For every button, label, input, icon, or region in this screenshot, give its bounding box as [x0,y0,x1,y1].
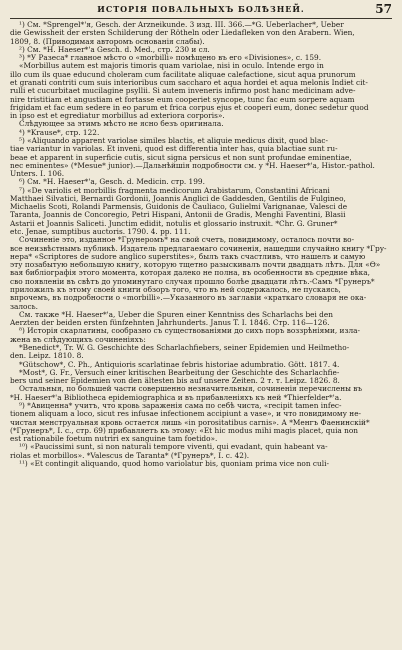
text-line: Astarii et Joannis Saliceti. Junctim edidit, notulis et glossario instruxit. *Chr. G. Gruner* [10,219,338,228]
text-line: вая библіографія этого момента, которая далеко не полна, въ особенности въ средние вѣка, [10,269,370,278]
text-line: nire tristitiam et angustiam et fortasse eum cooperiet syncope, tunc fac eum sorpere aquam [10,95,355,104]
text-line: ⁹) *Авиценна* учитъ, что кровь зараженія сама по себѣ чиста, «recipit tamen infec- [19,401,342,410]
text-line: сво появленіи въ свѣтъ до упоминутаго случая прошло болѣе двадцати лѣтъ.-Самъ *Грунеръ* [10,277,375,286]
footnotes-body [10,21,392,468]
text-line: *Benedict*, Tr. W. G. Geschichte des Scharlachfiebers, seiner Epidemien und Heilmetho- [19,343,350,352]
text-line: tiae variantur in variolas. Et inveni, quod est differentia inter has, quia blactiae sunt ru- [10,145,338,154]
page-header [10,4,392,19]
text-line: *Most*, G. Fr., Versuch einer kritischen Bearbeitung der Geschichte des Scharlachfie- [19,368,340,377]
text-line: ¹) См. *Sprengel*'я, Gesch. der Arzneikunde. 3 изд. III. 366.—*G. Ueberlacher*, Ueber [19,21,344,29]
text-line: Слѣдующее за этимъ мѣсто не ясно безъ оригинала. [19,120,224,129]
text-line: ⁶) См. *H. Haeser*'a, Gesch. d. Medicin. стр. 199. [19,178,205,187]
text-line: приложилъ къ этому своей книги обзоръ того, что въ ней содержалось, не пускаясь, [10,286,341,294]
text-line: нера* «Scriptores de sudore anglico superstites», былъ такъ счастливъ, что нашелъ и самую [10,252,366,261]
text-line: Остальныя, по большей части совершенно незначительныя, сочиненія перечислены въ [19,385,363,394]
text-line: den. Leipz. 1810. 8. [10,352,84,361]
text-line: ¹¹) «Et contingit aliquando, quod homo variolatur bis, quoniam prima vice non culi- [19,459,329,468]
text-line: ⁵) «Aliquando apparent variolae similes blactis, et aliquie medicus dixit, quod blac- [19,136,328,145]
text-line: rulli et cucurbitaet mucilagine psyllii. Si autem inveneris infirmo post hanc medicinam adve- [10,87,356,96]
text-line: впрочемъ, въ подробности о «morbilli».—Указанного въ заглавіи «краткаго словаря не ока- [10,294,367,303]
text-line: ²) См. *H. Haeser*'a Gesch. d. Med., стр. 230 и сл. [19,45,210,54]
text-line: Michaelis Scoti, Rolandi Parmensis, Guidonis de Cauliaco, Gulielmi Varignanae, Valesci de [10,203,348,212]
running-head: ИСТОРІЯ ПОВАЛЬНЫХЪ БОЛѢЗНЕЙ. [97,4,305,14]
text-line: Matthaei Silvatici, Bernardi Gordonii, Joannis Anglici de Gaddesden, Gentilis de Fulgineo, [10,194,346,203]
text-line: «Morbillus autem est majoris timoris quam variolae, nisi in oculo. Intende ergo in [19,62,324,71]
text-line: чистая менструальная кровь остается лишь «in porositatibus carnis». А *Менгъ Фаенинскій* [10,418,370,427]
text-line: См. также *H. Haeser*'a, Ueber die Spuren einer Kenntniss des Scharlachs bei den [19,310,333,319]
text-line: beae et apparent in superficie cutis, sicut signa persicus et non sunt profundae eminentiae, [10,153,352,162]
text-line: in ipso est et egrediatur morbillus ad exteriora corporis». [10,112,225,121]
text-line: 1809, 8. (Приводимая авторомъ основанія слабы). [10,37,205,46]
text-line: ⁸) Исторія скарлатины, сообразно съ существованіями до сихъ поръ воззрѣніями, изла- [19,327,360,336]
text-line: все неизвѣстнымъ публикѣ. Издатель предлагаемаго сочиненія, нашедши случайно книгу *Гру- [10,244,387,253]
text-line: эту позабытую небольшую книгу, которую тщетно разыскивалъ почти двадцать лѣтъ. Для «Ѳ» [10,261,381,270]
text-line: жена въ слѣдующихъ сочиненіяхъ: [10,335,146,344]
page-number: 57 [375,2,392,16]
text-line: nec eminentes» (*Mesue* junior).—Дальнѣйшія подробности см. у *H. Haeser*'a, Histor.-pathol. [10,161,375,170]
text-line: illo cum ils quae educund choleram cum facilitate aliquae calefactione, sicut aqua prunorum [10,70,356,79]
text-line: tionem aliquam a loco, sicut res infusae infectionem accipiunt a vase», и что повидимому не- [10,410,362,419]
text-line: est rationabile foetum nutriri ex sanguine tam foetido». [10,435,218,444]
text-line: die Gewissheit der ersten Schilderung der Rötheln oder Liedafleken von den Arabern. Wien, [10,29,355,38]
text-line: riolas et morbillos». *Valescus de Taranta* (*Грунеръ*, I. с. 42). [10,451,250,460]
text-line: ⁷) «De variolis et morbillis fragmenta medicorum Arabistarum, Constantini Africani [19,186,330,195]
text-line: Unters. I. 106. [10,170,65,179]
text-line: ³) *У Разеса* главное мѣсто о «morbilli» помѣщено въ его «Divisiones», с. 159. [19,54,322,63]
text-line: (*Грунеръ*, I. с., стр. 69) прибавляетъ къ этому: «Et hic modus mihi magis placet, quia non [10,426,359,435]
text-line: ¹⁰) «Paucissimi sunt, si non naturali tempore viventi, qui evadant, quin habeant va- [19,443,328,452]
text-line: et granati contriti cum suis interioribus cum saccharo et aqua hordei et aqua melonis Indiet cit- [10,78,368,87]
text-line: *Gütschow*, C. Ph., Antiquioris scarlatinae febris historiae adumbratio. Gött. 1817. 4. [19,360,340,369]
text-line: ⁴) *Krause*, стр. 122. [19,128,100,137]
text-line: etc. Jenae, sumptibus auctoris. 1790. 4. pp. 111. [10,228,191,237]
text-line: *H. Haeser*'a Bibliotheca epidemiographica и въ прибавленіяхъ къ ней *Thierfelder*'a. [10,393,342,402]
text-line: Сочиненіе это, изданное *Грунеромъ* на свой счетъ, повидимому, осталось почти во- [19,236,355,245]
text-line: frigidam et fac eum sedere in eo parum et frica corpus ejus et cooperi eum, donec sedetur quod [10,103,369,112]
text-line: Aerzten der beiden ersten fünfzehnten Jahrhunderts. Janus T. I. 1846. Стр. 116—126. [10,319,330,328]
text-line: bers und seiner Epidemien von den ältesten bis auf unsere Zeiten. 2 т. т. Leipz. 1826. 8. [10,377,340,386]
text-line: Taranta, Joannis de Concoregio, Petri Hispani, Antonii de Gradis, Menghi Faventini, Blasii [10,211,346,220]
text-line: залось. [10,302,38,311]
